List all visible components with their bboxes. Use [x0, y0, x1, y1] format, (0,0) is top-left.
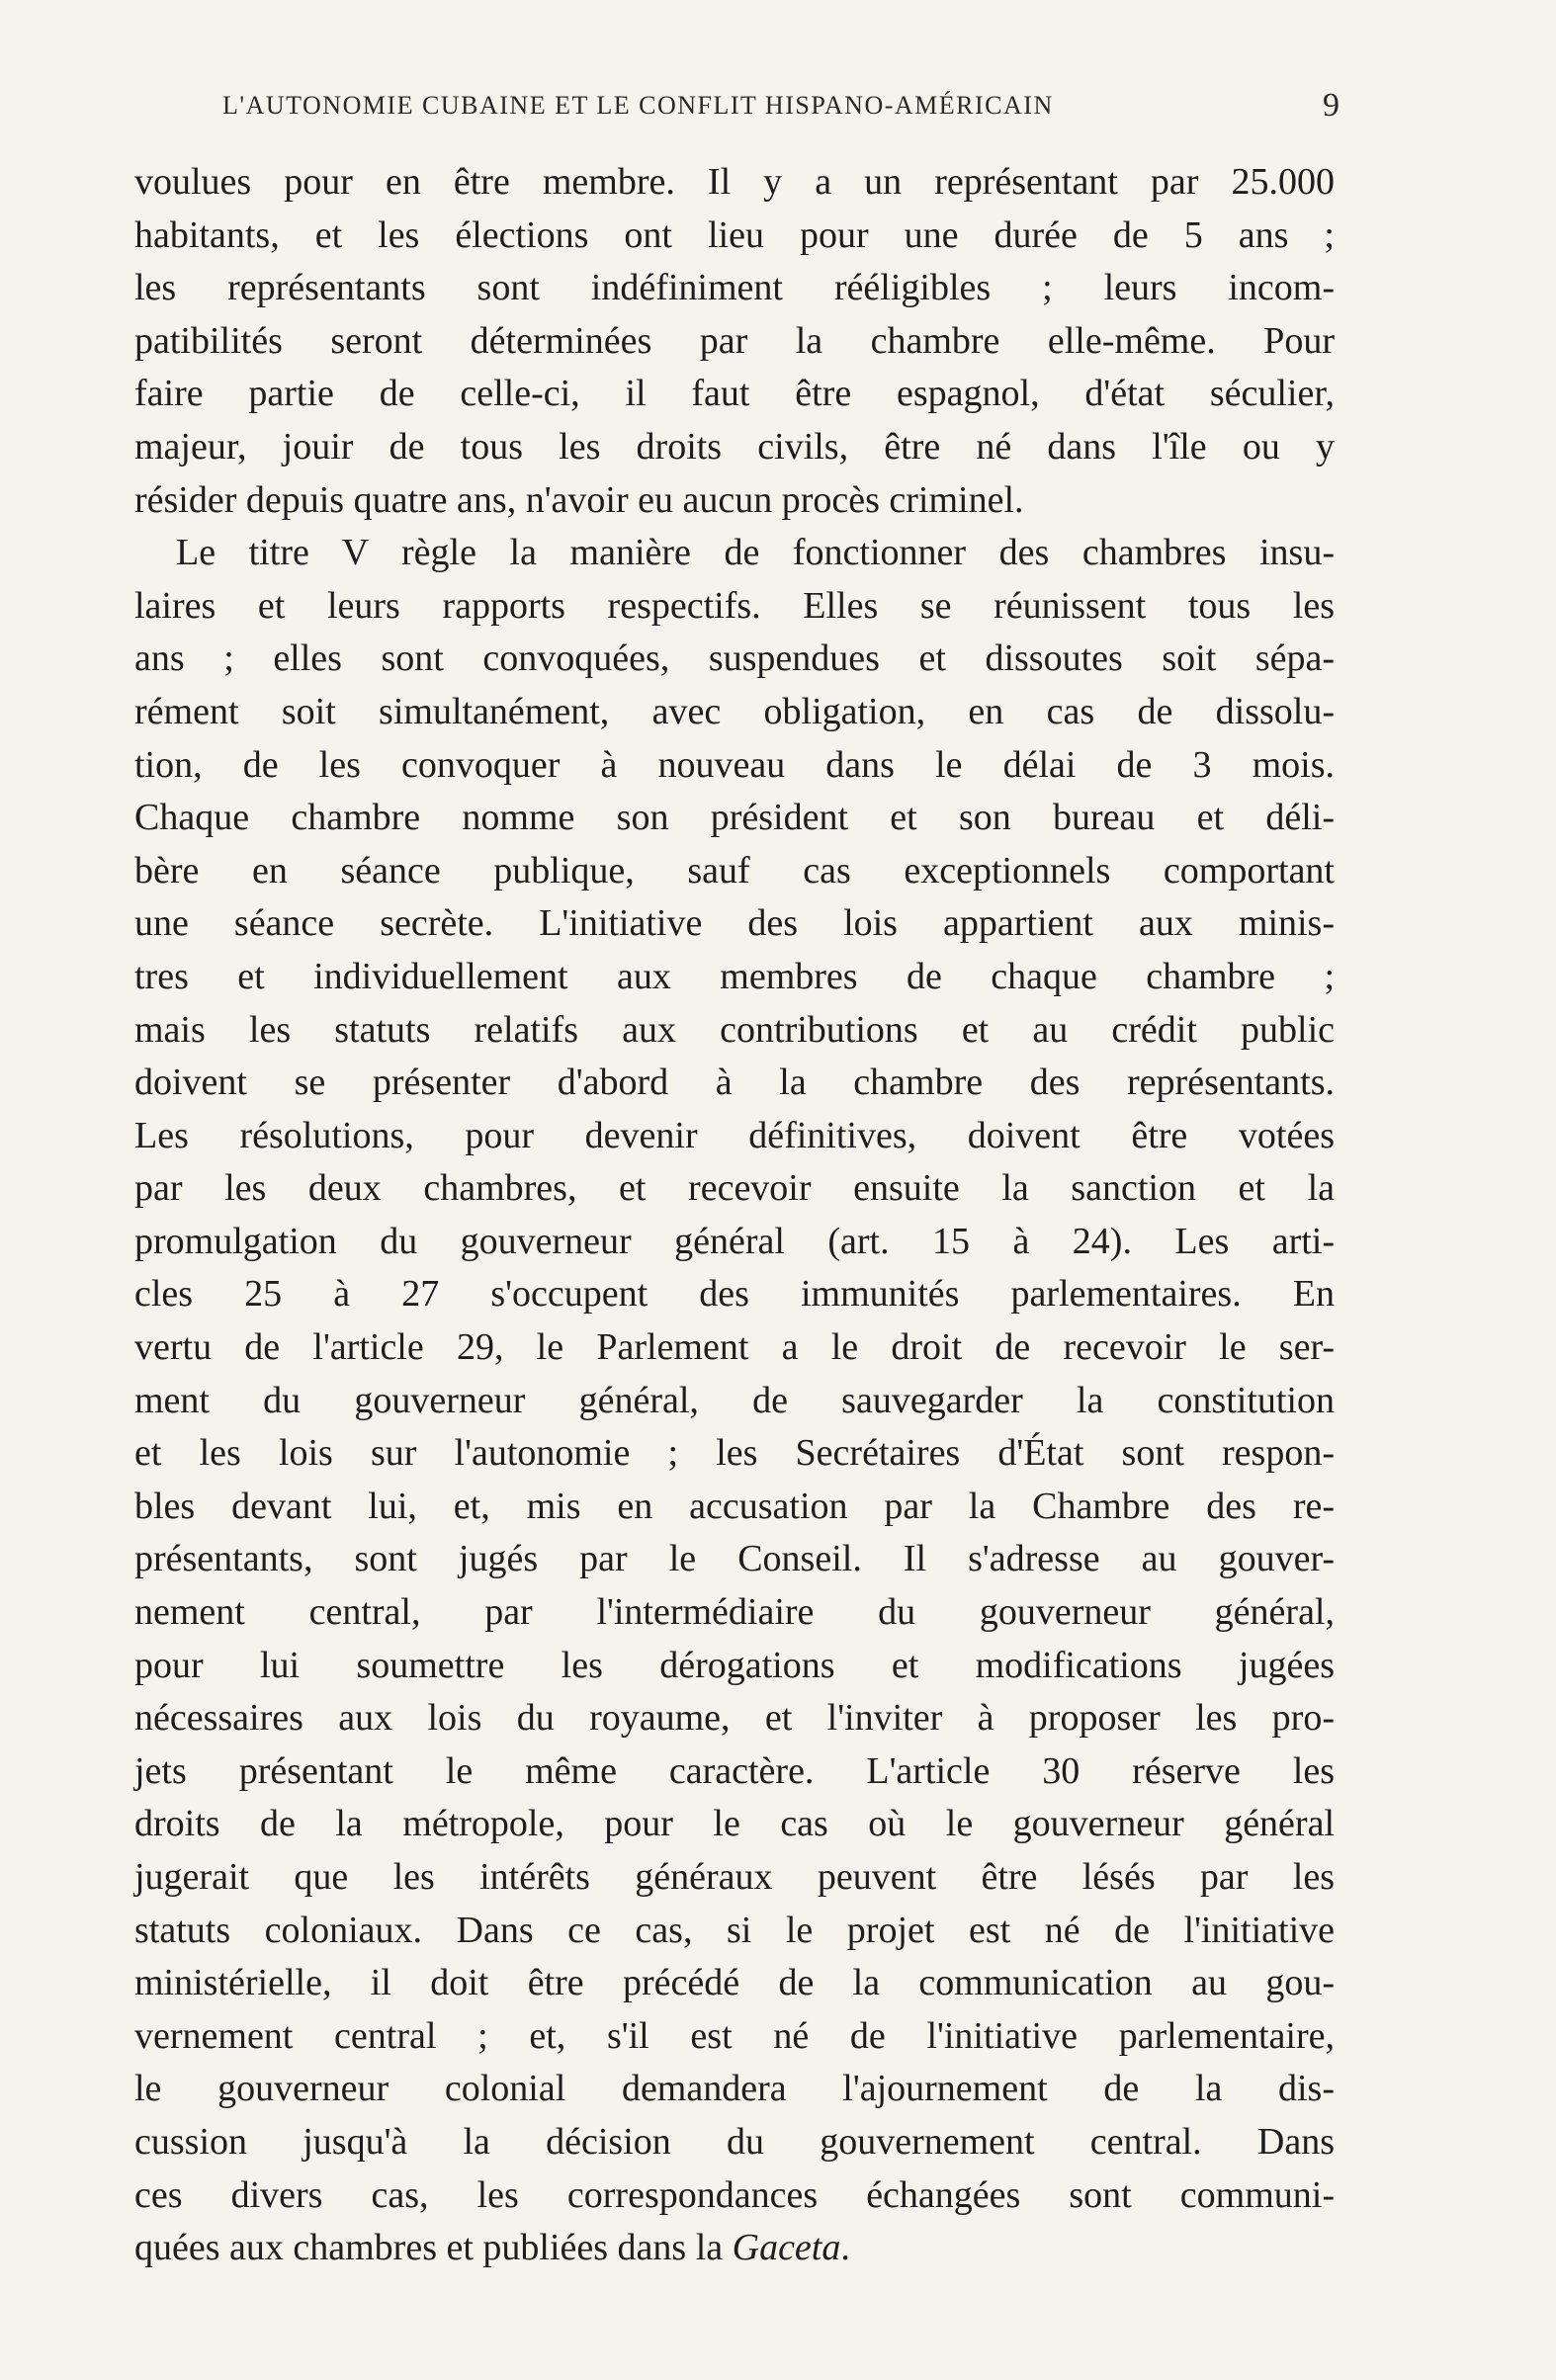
page-number: 9: [1323, 87, 1340, 124]
text-line: ministérielle, il doit être précédé de la communication au gou-: [134, 1962, 1335, 2004]
text-line: une séance secrète. L'initiative des lois appartient aux minis-: [134, 902, 1335, 945]
text-line: tres et individuellement aux membres de chaque chambre ;: [134, 955, 1335, 997]
text-line: faire partie de celle-ci, il faut être espagnol, d'état séculier,: [134, 373, 1335, 415]
gazette-title: Gaceta: [732, 2227, 841, 2269]
text-line: jugerait que les intérêts généraux peuvent être lésés par les: [134, 1856, 1335, 1898]
text-line: Les résolutions, pour devenir définitives, doivent être votées: [134, 1114, 1335, 1156]
text-line: bère en séance publique, sauf cas exceptionnels comportant: [134, 849, 1335, 892]
text-line: ans ; elles sont convoquées, suspendues et dissoutes soit sépa-: [134, 638, 1335, 680]
text-line: cussion jusqu'à la décision du gouvernement central. Dans: [134, 2120, 1335, 2163]
body-text: [134, 156, 1335, 2275]
text-line: habitants, et les élections ont lieu pour une durée de 5 ans ;: [134, 213, 1335, 256]
text-line: patibilités seront déterminées par la chambre elle-même. Pour: [134, 319, 1335, 362]
text-line: jets présentant le même caractère. L'article 30 réserve les: [134, 1749, 1335, 1792]
text-line: vernement central ; et, s'il est né de l'initiative parlementaire,: [134, 2014, 1335, 2057]
text-line: droits de la métropole, pour le cas où le gouverneur général: [134, 1803, 1335, 1845]
text-line: tion, de les convoquer à nouveau dans le délai de 3 mois.: [134, 743, 1335, 786]
text-line: voulues pour en être membre. Il y a un représentant par 25.000: [134, 161, 1335, 203]
text-line: promulgation du gouverneur général (art. 15 à 24). Les arti-: [134, 1220, 1335, 1262]
final-line-text: quées aux chambres et publiées dans la: [134, 2227, 733, 2269]
text-line: cles 25 à 27 s'occupent des immunités parlementaires. En: [134, 1273, 1335, 1316]
text-line: majeur, jouir de tous les droits civils, être né dans l'île ou y: [134, 425, 1335, 468]
text-line: statuts coloniaux. Dans ce cas, si le projet est né de l'initiative: [134, 1909, 1335, 1951]
text-line: par les deux chambres, et recevoir ensuite la sanction et la: [134, 1167, 1335, 1210]
text-line: les représentants sont indéfiniment rééligibles ; leurs incom-: [134, 267, 1335, 309]
text-line: mais les statuts relatifs aux contributions et au crédit public: [134, 1008, 1335, 1051]
final-period: .: [840, 2227, 850, 2269]
running-title: L'AUTONOMIE CUBAINE ET LE CONFLIT HISPANO-AMÉRICAIN: [222, 91, 1054, 120]
text-line: le gouverneur colonial demandera l'ajournement de la dis-: [134, 2068, 1335, 2110]
text-line-final: [134, 2222, 1335, 2275]
text-line: vertu de l'article 29, le Parlement a le droit de recevoir le ser-: [134, 1326, 1335, 1369]
text-line: Chaque chambre nomme son président et son bureau et déli-: [134, 797, 1335, 839]
text-line: présentants, sont jugés par le Conseil. Il s'adresse au gouver-: [134, 1538, 1335, 1580]
text-line: bles devant lui, et, mis en accusation par la Chambre des re-: [134, 1485, 1335, 1527]
text-line: et les lois sur l'autonomie ; les Secrétaires d'État sont respon-: [134, 1432, 1335, 1475]
text-line: pour lui soumettre les dérogations et modifications jugées: [134, 1644, 1335, 1686]
text-line: nécessaires aux lois du royaume, et l'inviter à proposer les pro-: [134, 1697, 1335, 1740]
text-line: laires et leurs rapports respectifs. Elles se réunissent tous les: [134, 584, 1335, 627]
running-head: [222, 87, 1340, 130]
text-line: ment du gouverneur général, de sauvegarder la constitution: [134, 1379, 1335, 1421]
text-line: nement central, par l'intermédiaire du gouverneur général,: [134, 1591, 1335, 1634]
text-line: Le titre V règle la manière de fonctionner des chambres insu-: [176, 532, 1335, 574]
text-line: résider depuis quatre ans, n'avoir eu aucun procès criminel.: [134, 478, 1024, 521]
text-line: ces divers cas, les correspondances échangées sont communi-: [134, 2173, 1335, 2216]
text-line: doivent se présenter d'abord à la chambre des représentants.: [134, 1062, 1335, 1104]
text-line: rément soit simultanément, avec obligation, en cas de dissolu-: [134, 690, 1335, 732]
